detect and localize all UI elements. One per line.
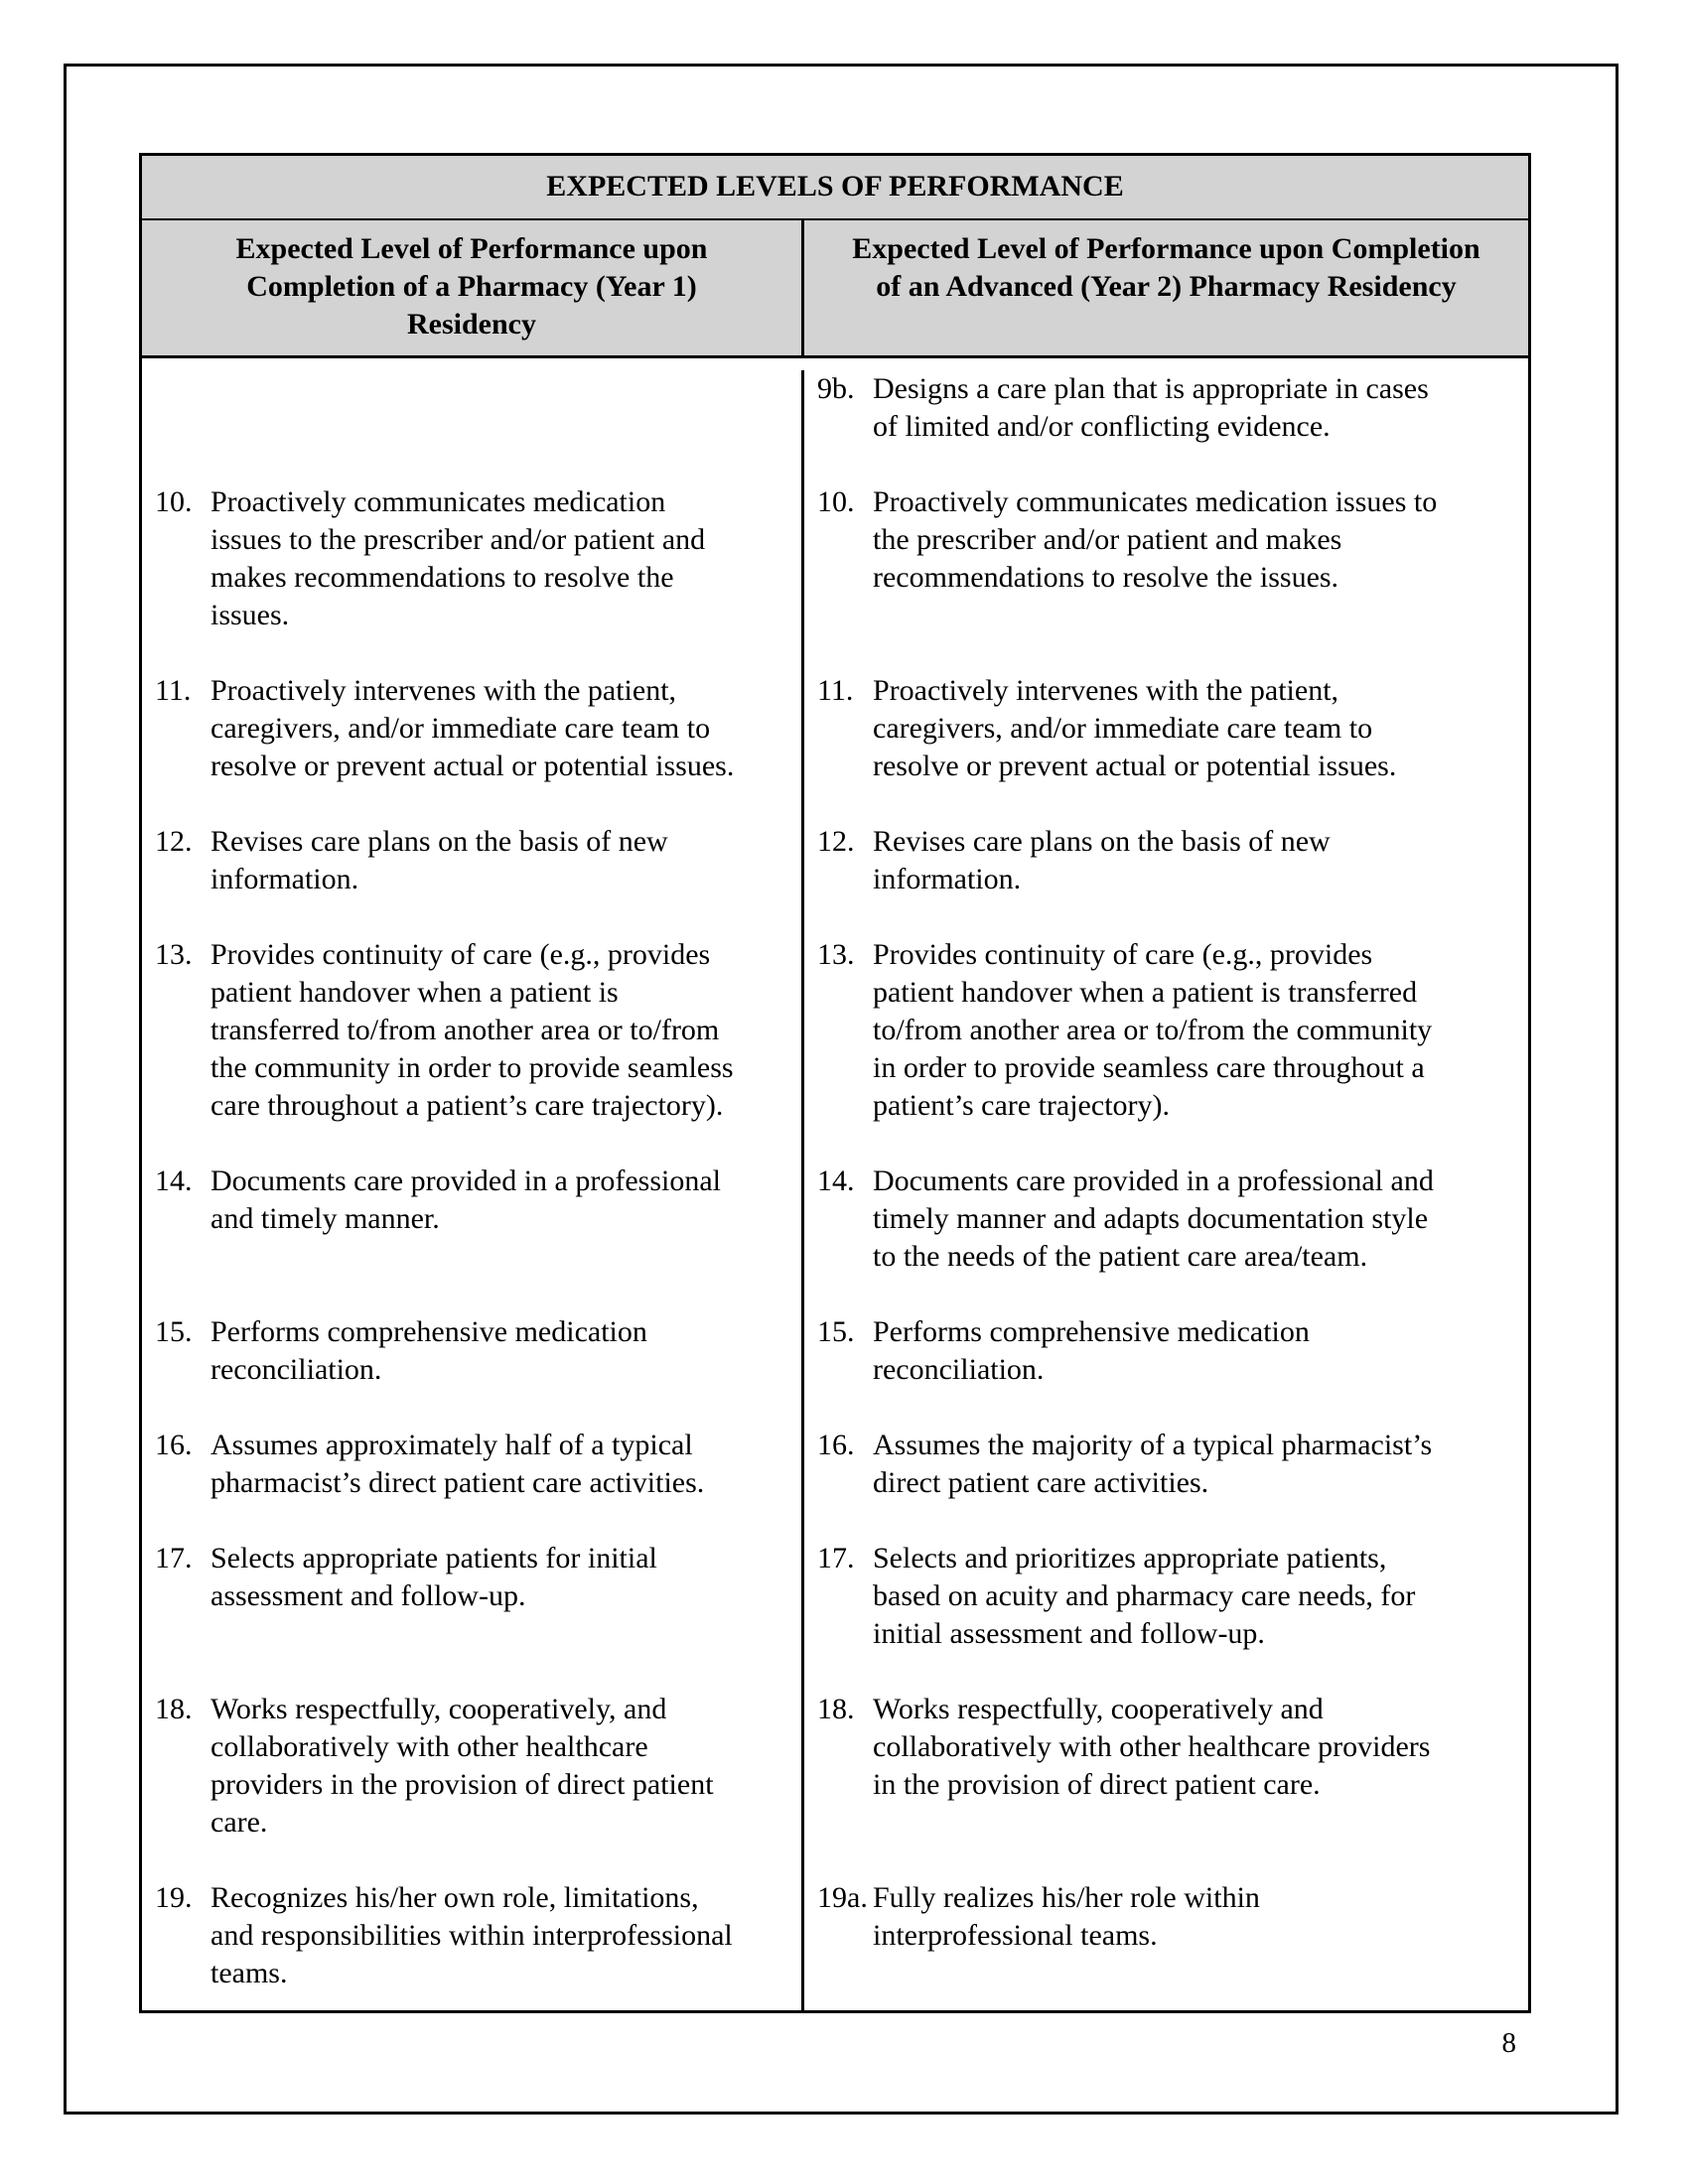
- item-text: Revises care plans on the basis of new information.: [211, 825, 668, 895]
- item-text: Proactively intervenes with the patient, caregivers, and/or immediate care team to resolve or prevent actual or potential issues.: [873, 674, 1397, 782]
- list-item: [817, 1691, 1516, 1804]
- list-item: [155, 936, 789, 1125]
- item-number: 17.: [155, 1542, 193, 1574]
- list-item: [817, 936, 1516, 1125]
- item-text: Proactively communicates medication issues to the prescriber and/or patient and makes recommendations to resolve the issues.: [873, 485, 1438, 594]
- list-item: [817, 1427, 1516, 1502]
- item-number: 9b.: [817, 372, 855, 405]
- item-text: Provides continuity of care (e.g., provides patient handover when a patient is transferred to/from another area or to/from the community in order to provide seamless care throughout a patient’s care trajectory).: [211, 938, 734, 1122]
- table-cell: [142, 1427, 804, 1540]
- item-number: 15.: [155, 1315, 193, 1348]
- table-cell: [142, 1691, 804, 1879]
- table-cell: [142, 1879, 804, 2010]
- item-text: Revises care plans on the basis of new information.: [873, 825, 1331, 895]
- table-cell: [804, 1691, 1528, 1879]
- item-number: 16.: [155, 1429, 193, 1461]
- table-cell: [142, 1313, 804, 1427]
- column-header-year1: Expected Level of Performance upon Completion of a Pharmacy (Year 1) Residency: [142, 220, 804, 358]
- item-number: 12.: [817, 825, 855, 858]
- list-item: [817, 1879, 1516, 1955]
- table-cell: [142, 823, 804, 936]
- list-item: [817, 1540, 1516, 1653]
- table-cell: [804, 1313, 1528, 1427]
- item-text: Proactively communicates medication issues to the prescriber and/or patient and makes recommendations to resolve the issues.: [211, 485, 706, 631]
- item-number: 11.: [817, 674, 854, 707]
- list-item: [817, 672, 1516, 785]
- item-number: 11.: [155, 674, 192, 707]
- item-text: Works respectfully, cooperatively, and collaboratively with other healthcare providers in the provision of direct patient care.: [211, 1693, 714, 1839]
- list-item: [817, 483, 1516, 597]
- table-cell: [804, 936, 1528, 1162]
- item-number: 14.: [155, 1164, 193, 1197]
- list-item: [817, 1162, 1516, 1276]
- list-item: [155, 1879, 789, 1992]
- list-item: [155, 823, 789, 898]
- table-cell: [804, 823, 1528, 936]
- list-item: [155, 1313, 789, 1389]
- item-text: Performs comprehensive medication reconciliation.: [873, 1315, 1310, 1386]
- item-text: Recognizes his/her own role, limitations, and responsibilities within interprofessional teams.: [211, 1881, 733, 1989]
- list-item: [155, 1691, 789, 1842]
- table-cell: [142, 483, 804, 672]
- table-cell: [804, 1427, 1528, 1540]
- table-cell: [804, 672, 1528, 823]
- item-text: Performs comprehensive medication reconciliation.: [211, 1315, 647, 1386]
- table-cell: [142, 1162, 804, 1313]
- item-text: Fully realizes his/her role within interprofessional teams.: [873, 1881, 1260, 1952]
- list-item: [155, 1162, 789, 1238]
- item-number: 13.: [817, 938, 855, 971]
- list-item: [155, 1427, 789, 1502]
- item-text: Selects appropriate patients for initial assessment and follow-up.: [211, 1542, 657, 1612]
- list-item: [817, 370, 1516, 446]
- item-number: 18.: [155, 1693, 193, 1725]
- list-item: [817, 823, 1516, 898]
- table-cell: [804, 1540, 1528, 1691]
- table-body: [142, 358, 1528, 2010]
- item-text: Assumes approximately half of a typical pharmacist’s direct patient care activities.: [211, 1429, 705, 1499]
- item-number: 15.: [817, 1315, 855, 1348]
- item-number: 13.: [155, 938, 193, 971]
- table-cell: [142, 370, 804, 483]
- item-number: 18.: [817, 1693, 855, 1725]
- item-number: 19.: [155, 1881, 193, 1914]
- item-number: 10.: [155, 485, 193, 518]
- list-item: [817, 1313, 1516, 1389]
- item-text: Proactively intervenes with the patient, caregivers, and/or immediate care team to resolve or prevent actual or potential issues.: [211, 674, 735, 782]
- table-cell: [804, 1879, 1528, 2010]
- item-number: 16.: [817, 1429, 855, 1461]
- page-number: 8: [1501, 2027, 1516, 2059]
- item-text: Designs a care plan that is appropriate in cases of limited and/or conflicting evidence.: [873, 372, 1429, 443]
- table-cell: [142, 672, 804, 823]
- list-item: [155, 672, 789, 785]
- item-text: Documents care provided in a professional and timely manner and adapts documentation style to the needs of the patient care area/team.: [873, 1164, 1434, 1273]
- item-text: Documents care provided in a professional and timely manner.: [211, 1164, 721, 1235]
- list-item: [155, 1540, 789, 1615]
- item-text: Selects and prioritizes appropriate patients, based on acuity and pharmacy care needs, for initial assessment and follow-up.: [873, 1542, 1416, 1650]
- table-cell: [142, 1540, 804, 1691]
- table-title: EXPECTED LEVELS OF PERFORMANCE: [142, 156, 1528, 220]
- table-cell: [804, 370, 1528, 483]
- item-number: 10.: [817, 485, 855, 518]
- table-cell: [142, 936, 804, 1162]
- item-number: 19a.: [817, 1881, 868, 1914]
- item-text: Provides continuity of care (e.g., provides patient handover when a patient is transferred to/from another area or to/from the community in order to provide seamless care throughout a patient’s care trajectory).: [873, 938, 1433, 1122]
- performance-table: [139, 153, 1531, 2013]
- table-cell: [804, 483, 1528, 672]
- item-number: 17.: [817, 1542, 855, 1574]
- item-text: Works respectfully, cooperatively and collaboratively with other healthcare providers in the provision of direct patient care.: [873, 1693, 1431, 1801]
- item-number: 12.: [155, 825, 193, 858]
- item-number: 14.: [817, 1164, 855, 1197]
- page-border: [64, 64, 1618, 2115]
- column-header-year2: Expected Level of Performance upon Completion of an Advanced (Year 2) Pharmacy Residency: [804, 220, 1528, 358]
- list-item: [155, 483, 789, 634]
- table-header-row: [142, 220, 1528, 358]
- table-cell: [804, 1162, 1528, 1313]
- item-text: Assumes the majority of a typical pharmacist’s direct patient care activities.: [873, 1429, 1433, 1499]
